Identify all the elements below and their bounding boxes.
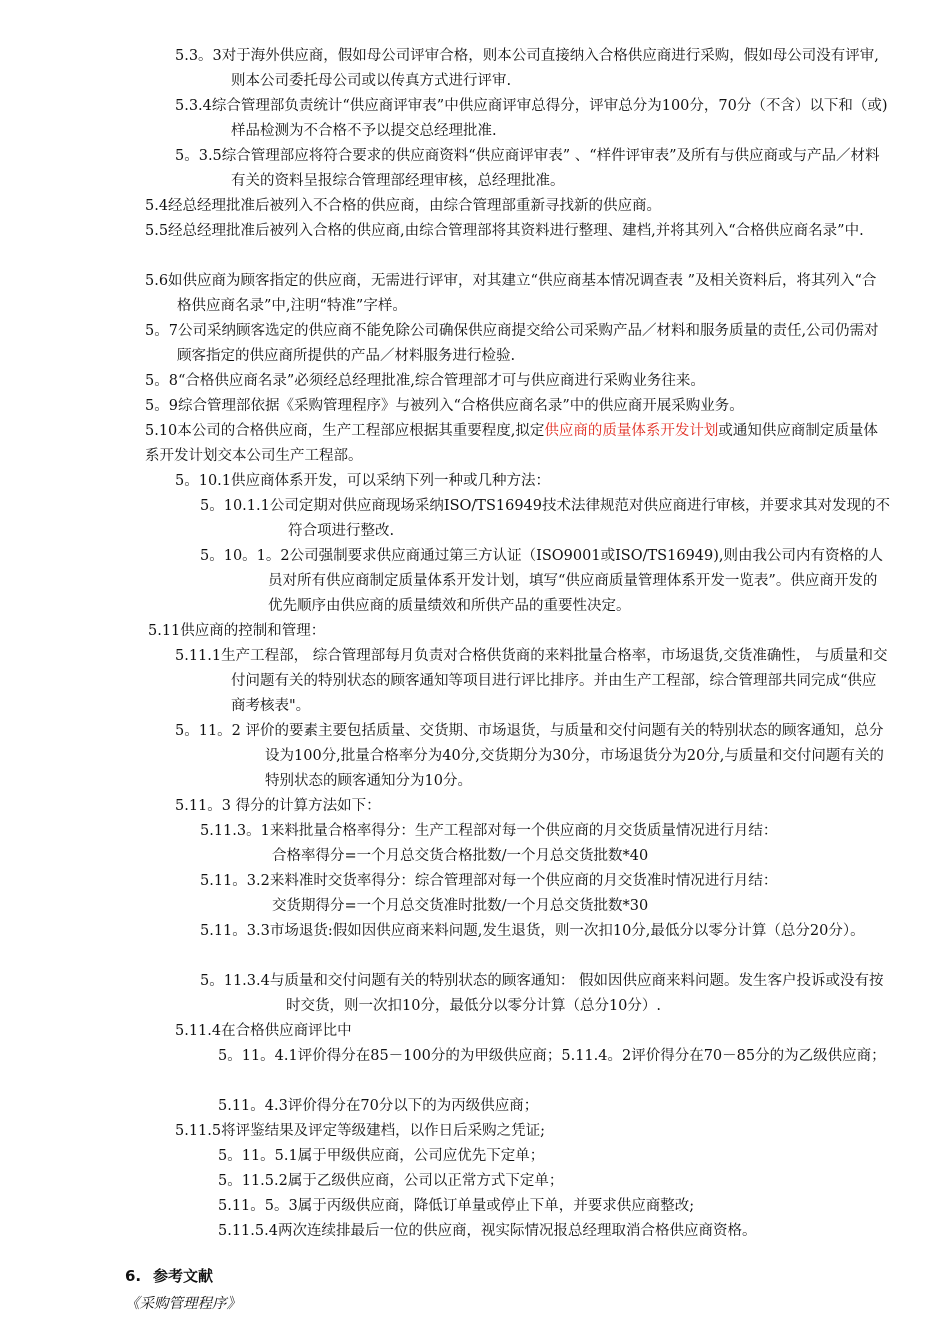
para-5-8 [145,369,890,394]
para-5-4 [145,194,890,219]
para-5-11-3 [175,794,890,819]
para-5-11-1 [175,644,890,719]
para-text: 5。8“合格供应商名录”必须经总经理批准,综合管理部才可与供应商进行采购业务往来。 [145,373,705,389]
para-text: 5。11。5.1属于甲级供应商，公司应优先下定单； [218,1148,545,1164]
para-text: 5.5经总经理批准后被列入合格的供应商,由综合管理部将其资料进行整理、建档,并将其列入“合格供应商名录”中. [145,223,864,239]
para-text-part2: 或通知供应商制定质量体系开发计划交本公司生产工程部。 [145,423,878,464]
formula-qualification-rate [272,844,890,869]
highlight-link-text: 供应商的质量体系开发计划 [544,423,719,439]
para-text: 5.3。3对于海外供应商，假如母公司评审合格，则本公司直接纳入合格供应商进行采购，假如母公司没有评审,则本公司委托母公司或以传真方式进行评审. [175,48,879,89]
para-text: 5。3.5综合管理部应将符合要求的供应商资料“供应商评审表” 、“样件评审表”及所有与供应商或与产品／材料有关的资料呈报综合管理部经理审核，总经理批准。 [175,148,880,189]
para-5-11-3-2 [200,869,890,894]
formula-text: 合格率得分=一个月总交货合格批数/一个月总交货批数*40 [272,848,649,864]
para-text: 5。10。1。2公司强制要求供应商通过第三方认证（ISO9001或ISO/TS16949),则由我公司内有资格的人员对所有供应商制定质量体系开发计划，填写“供应商质量管理体系开发一览表”。供应商开发的优先顺序由供应商的质量绩效和所供产品的重要性决定。 [200,548,884,614]
para-text: 5.11.1生产工程部， 综合管理部每月负责对合格供货商的来料批量合格率，市场退货,交货准确性， 与质量和交付问题有关的特别状态的顾客通知等项目进行评比排序。并由生产工程部，综合管理部共同完成“供应商考核表"。 [175,648,888,714]
para-5-11-4-1 [218,1044,890,1069]
para-text: 5.11。4.3评价得分在70分以下的为丙级供应商； [218,1098,539,1114]
para-5-11-3-1 [200,819,890,844]
para-5-11-5-2 [218,1169,890,1194]
para-5-10 [145,419,890,469]
para-text: 5.11。5。3属于丙级供应商，降低订单量或停止下单，并要求供应商整改; [218,1198,695,1214]
para-5-11-5-1 [218,1144,890,1169]
formula-delivery-period [272,894,890,919]
para-text: 5.11.4在合格供应商评比中 [175,1023,352,1039]
para-5-9 [145,394,890,419]
para-text: 5.3.4综合管理部负责统计“供应商评审表”中供应商评审总得分，评审总分为100分，70分（不含）以下和（或)样品检测为不合格不予以提交总经理批准. [175,98,888,139]
section-heading-references [125,1265,213,1287]
para-text: 5。11。4.1评价得分在85－100分的为甲级供应商；5.11.4。2评价得分在70－85分的为乙级供应商； [218,1048,886,1064]
para-text: 5.11供应商的控制和管理： [148,623,326,639]
para-5-11-5-4 [218,1219,890,1244]
para-5-11-3-4 [200,969,890,1019]
reference-text: 《采购管理程序》 [125,1296,241,1312]
para-text: 5.11.5将评鉴结果及评定等级建档，以作日后采购之凭证; [175,1123,546,1139]
para-5-3-4 [175,94,890,144]
para-text-part1: 5.10本公司的合格供应商，生产工程部应根据其重要程度,拟定 [145,423,545,439]
para-text: 5。11.3.4与质量和交付问题有关的特别状态的顾客通知： 假如因供应商来料问题。发生客户投诉或没有按时交货，则一次扣10分，最低分以零分计算（总分10分）. [200,973,884,1014]
para-text: 5.6如供应商为顾客指定的供应商，无需进行评审，对其建立“供应商基本情况调查表 ”及相关资料后，将其列入“合格供应商名录”中,注明“特准”字样。 [145,273,877,314]
para-text: 5.11.5.4两次连续排最后一位的供应商，视实际情况报总经理取消合格供应商资格。 [218,1223,757,1239]
para-5-11-5-3 [218,1194,890,1219]
para-text: 5.11。3 得分的计算方法如下： [175,798,381,814]
para-5-3-5 [175,144,890,194]
para-5-11-5 [175,1119,890,1144]
para-text: 5.11.3。1来料批量合格率得分：生产工程部对每一个供应商的月交货质量情况进行月结： [200,823,778,839]
section-title: 参考文献 [153,1267,214,1285]
para-text: 5。7公司采纳顾客选定的供应商不能免除公司确保供应商提交给公司采购产品／材料和服务质量的责任,公司仍需对顾客指定的供应商所提供的产品／材料服务进行检验. [145,323,879,364]
para-5-11-4 [175,1019,890,1044]
para-text: 5。11。2 评价的要素主要包括质量、交货期、市场退货，与质量和交付问题有关的特别状态的顾客通知，总分设为100分,批量合格率分为40分,交货期分为30分，市场退货分为20分,与质量和交付问题有关的特别状态的顾客通知分为10分。 [175,723,884,789]
para-5-6 [145,269,890,319]
para-5-11-4-3 [218,1094,890,1119]
para-text: 5。10.1供应商体系开发，可以采纳下列一种或几种方法： [175,473,551,489]
para-5-3-3 [175,44,890,94]
para-5-10-1 [175,469,890,494]
para-text: 5。9综合管理部依据《采购管理程序》与被列入“合格供应商名录”中的供应商开展采购业务。 [145,398,744,414]
para-5-10-1-2 [200,544,890,619]
formula-text: 交货期得分=一个月总交货准时批数/一个月总交货批数*30 [272,898,649,914]
para-5-10-1-1 [200,494,890,544]
reference-item [125,1293,241,1315]
para-text: 5.11。3.2来料准时交货率得分：综合管理部对每一个供应商的月交货准时情况进行月结： [200,873,778,889]
para-5-5 [145,219,890,244]
para-5-11 [148,619,888,644]
para-5-11-2 [175,719,890,794]
para-5-11-3-3 [200,919,890,944]
para-5-7 [145,319,890,369]
section-number: 6. [125,1267,142,1285]
para-text: 5。11.5.2属于乙级供应商，公司以正常方式下定单； [218,1173,564,1189]
para-text: 5.11。3.3市场退货:假如因供应商来料问题,发生退货，则一次扣10分,最低分以零分计算（总分20分）。 [200,923,865,939]
para-text: 5.4经总经理批准后被列入不合格的供应商，由综合管理部重新寻找新的供应商。 [145,198,662,214]
para-text: 5。10.1.1公司定期对供应商现场采纳ISO/TS16949技术法律规范对供应商进行审核，并要求其对发现的不符合项进行整改. [200,498,891,539]
